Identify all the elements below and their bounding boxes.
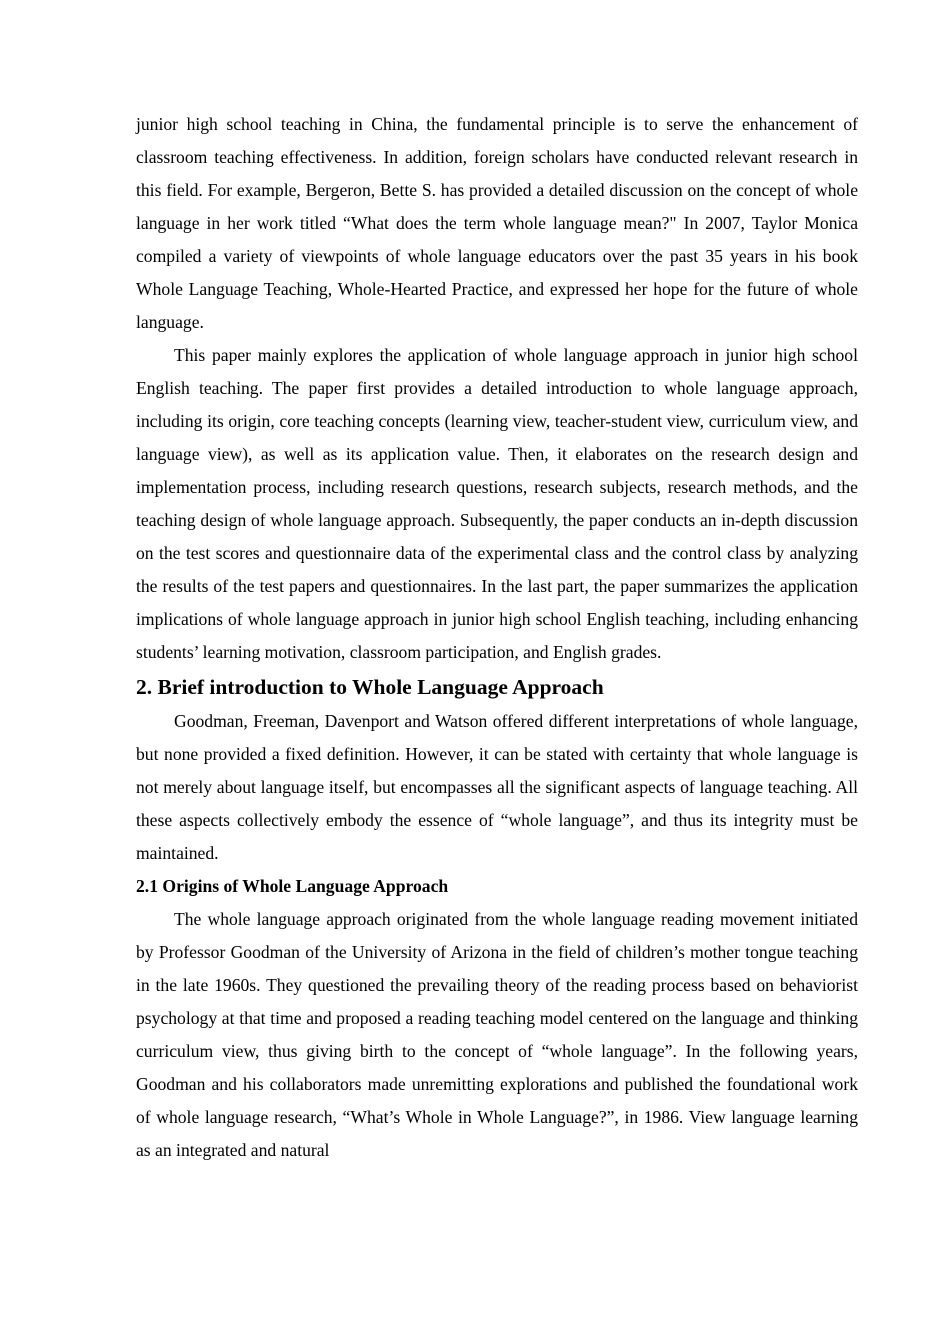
- subsection-heading-2-1: 2.1 Origins of Whole Language Approach: [136, 876, 449, 896]
- paragraph-origins: The whole language approach originated from the whole language reading movement initiated by Professor Goodman of the University of Arizona in the field of children’s mother tongue teaching in the late 1960s. They questioned the prevailing theory of the reading process based on behaviorist psychology at that time and proposed a reading teaching model centered on the language and thinking curriculum view, thus giving birth to the concept of “whole language”. In the following years, Goodman and his collaborators made unremitting explorations and published the foundational work of whole language research, “What’s Whole in Whole Language?”, in 1986. View language learning as an integrated and natural: [136, 909, 858, 1160]
- page-body: [136, 108, 858, 1167]
- paragraph-intro-continued: junior high school teaching in China, the fundamental principle is to serve the enhancement of classroom teaching effectiveness. In addition, foreign scholars have conducted relevant research in this field. For example, Bergeron, Bette S. has provided a detailed discussion on the concept of whole language in her work titled “What does the term whole language mean?" In 2007, Taylor Monica compiled a variety of viewpoints of whole language educators over the past 35 years in his book Whole Language Teaching, Whole-Hearted Practice, and expressed her hope for the future of whole language.: [136, 114, 858, 332]
- paragraph-paper-overview: This paper mainly explores the application of whole language approach in junior high school English teaching. The paper first provides a detailed introduction to whole language approach, including its origin, core teaching concepts (learning view, teacher-student view, curriculum view, and language view), as well as its application value. Then, it elaborates on the research design and implementation process, including research questions, research subjects, research methods, and the teaching design of whole language approach. Subsequently, the paper conducts an in-depth discussion on the test scores and questionnaire data of the experimental class and the control class by analyzing the results of the test papers and questionnaires. In the last part, the paper summarizes the application implications of whole language approach in junior high school English teaching, including enhancing students’ learning motivation, classroom participation, and English grades.: [136, 345, 858, 662]
- paragraph-whole-language-interpretations: Goodman, Freeman, Davenport and Watson offered different interpretations of whole language, but none provided a fixed definition. However, it can be stated with certainty that whole language is not merely about language itself, but encompasses all the significant aspects of language teaching. All these aspects collectively embody the essence of “whole language”, and thus its integrity must be maintained.: [136, 711, 858, 863]
- section-heading-2: 2. Brief introduction to Whole Language Approach: [136, 675, 604, 699]
